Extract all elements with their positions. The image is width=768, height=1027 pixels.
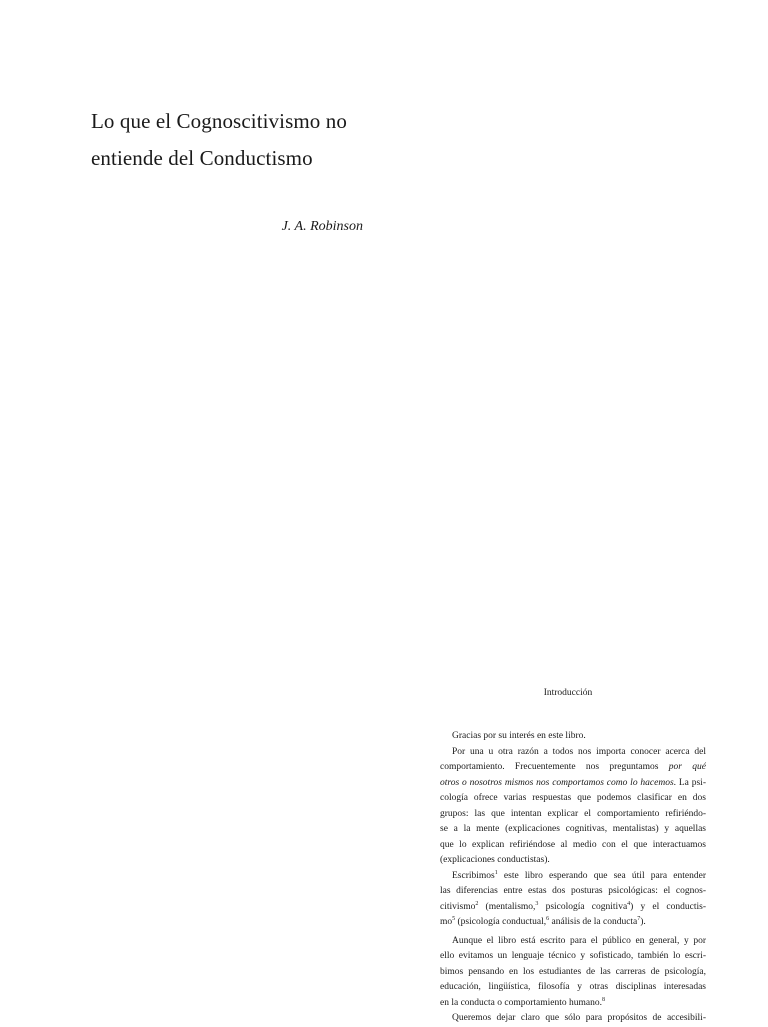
text-run: en la conducta o comportamiento humano.: [440, 997, 602, 1008]
italic-text: por qué: [668, 762, 706, 772]
section-heading: Introducción: [543, 688, 593, 698]
footnote-ref: 4: [627, 900, 631, 907]
footnote-ref: 6: [546, 915, 550, 922]
title-line-2: entiende del Conductismo: [91, 146, 313, 170]
text-line: bimos pensando en los estudiantes de las carreras de psicología,: [440, 966, 706, 977]
text-line: educación, lingüística, filosofía y otras disciplinas interesadas: [440, 982, 706, 992]
footnote-ref: 3: [535, 900, 539, 907]
text-line: se a la mente (explicaciones cognitivas, mentalistas) y aquellas: [440, 824, 706, 834]
text-line: [440, 915, 706, 931]
italic-text: otros o nosotros mismos nos comportamos como lo hacemos: [440, 777, 674, 788]
title-block: [91, 103, 391, 177]
text-line: (explicaciones conductistas).: [440, 855, 550, 865]
text-run: análisis de la conducta: [549, 917, 638, 927]
title-line-1: Lo que el Cognoscitivismo no: [91, 109, 347, 133]
text-run: ) y el conductis-: [630, 901, 706, 912]
text-run: ).: [640, 917, 646, 927]
footnote-ref: 7: [637, 915, 641, 922]
body-text: [440, 729, 706, 1027]
text-line: [440, 760, 706, 776]
text-run: comportamiento. Frecuentemente nos preguntamos: [440, 762, 669, 772]
text-line: [440, 900, 706, 916]
text-run: . La psi-: [673, 777, 706, 788]
text-line: Queremos dejar claro que sólo para propósitos de accesibili-: [452, 1013, 706, 1023]
footnote-ref: 2: [475, 900, 479, 907]
text-run: (mentalismo,: [478, 901, 536, 912]
text-line: grupos: las que intentan explicar el comportamiento refiriéndo-: [440, 808, 706, 819]
text-line: ello evitamos un lenguaje técnico y sofisticado, también lo escri-: [440, 951, 706, 961]
text-line: Por una u otra razón a todos nos importa conocer acerca del: [452, 746, 706, 757]
text-run: mo: [440, 917, 453, 927]
text-run: este libro esperando que sea útil para entender: [497, 870, 706, 881]
text-line: que lo explican refiriéndose al medio con el que interactuamos: [440, 839, 706, 850]
text-run: Escribimos: [452, 870, 495, 881]
text-line: [440, 776, 706, 792]
text-line: Gracias por su interés en este libro.: [452, 731, 586, 741]
footnote-ref: 1: [494, 869, 498, 876]
footnote-ref: 8: [601, 996, 605, 1003]
text-line: [440, 996, 706, 1012]
text-line: Aunque el libro está escrito para el público en general, y por: [452, 935, 706, 946]
author-name: J. A. Robinson: [281, 219, 363, 234]
footnote-ref: 5: [452, 915, 456, 922]
text-run: (psicología conductual,: [455, 917, 547, 927]
text-line: [440, 869, 706, 885]
text-line: las diferencias entre estas dos posturas psicológicas: el cognos-: [440, 886, 706, 896]
text-run: citivismo: [440, 901, 476, 912]
text-run: psicología cognitiva: [538, 901, 628, 912]
text-line: cología ofrece varias respuestas que podemos clasificar en dos: [440, 793, 706, 803]
